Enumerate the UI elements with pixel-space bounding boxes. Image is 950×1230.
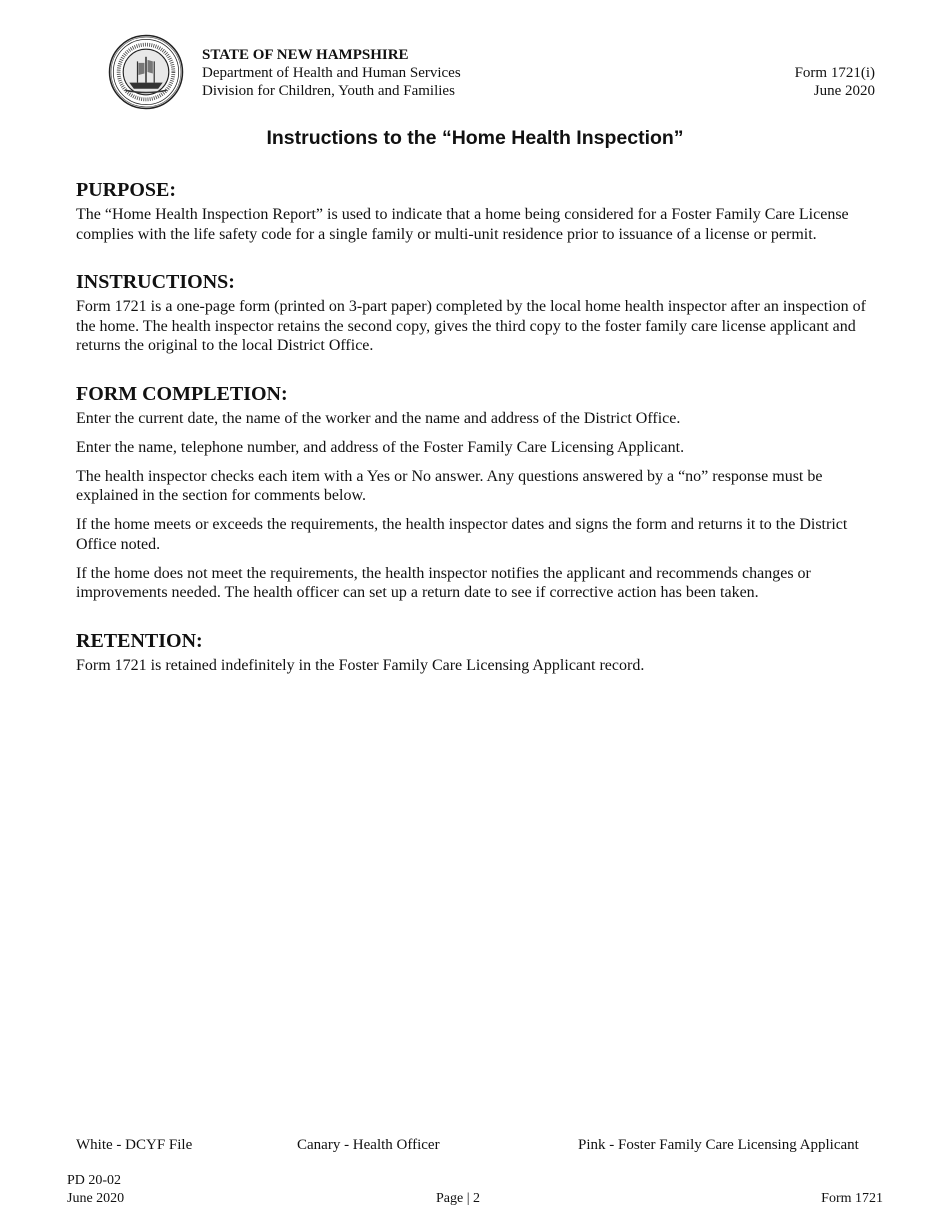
form-completion-section [76,382,876,603]
department-name: Department of Health and Human Services [202,65,461,81]
purpose-section [76,178,876,244]
document-body [76,178,876,675]
form-number: Form 1721(i) [794,65,875,81]
retention-section [76,629,876,676]
purpose-paragraph: The “Home Health Inspection Report” is used to indicate that a home being considered for a Foster Family Care License complies with the life safety code for a single family or multi-unit residence prior to issuance of a license or permit. [76,206,849,243]
form-date: June 2020 [813,83,875,99]
distribution-canary-copy: Canary - Health Officer [297,1137,440,1153]
form-completion-paragraph: The health inspector checks each item with a Yes or No answer. Any questions answered by a “no” response must be explained in the section for comments below. [76,467,823,504]
instructions-paragraph: Form 1721 is a one-page form (printed on 3-part paper) completed by the local home health inspector after an inspection of the home. The health inspector retains the second copy, gives the third copy to the foster family care license applicant and returns the original to the local District Office. [76,298,866,354]
retention-paragraph: Form 1721 is retained indefinitely in the Foster Family Care Licensing Applicant record. [76,656,645,674]
form-completion-paragraph: Enter the name, telephone number, and address of the Foster Family Care Licensing Applicant. [76,438,685,456]
form-identifier [795,64,875,100]
footer-form-number: Form 1721 [821,1191,883,1206]
document-title: Instructions to the “Home Health Inspection” [266,127,684,149]
distribution-white-copy: White - DCYF File [76,1137,193,1153]
footer-date: June 2020 [67,1191,125,1206]
form-completion-paragraph: If the home does not meet the requirements, the health inspector notifies the applicant and recommends changes or improvements needed. The health officer can set up a return date to see if corrective action has been taken. [76,564,811,601]
page-number: Page | 2 [435,1191,481,1206]
form-completion-paragraph: Enter the current date, the name of the worker and the name and address of the District Office. [76,409,681,427]
instructions-section [76,270,876,356]
agency-header [202,46,461,100]
retention-heading: RETENTION: [76,629,203,652]
footer-code: PD 20-02 [67,1173,122,1188]
purpose-heading: PURPOSE: [76,179,176,201]
division-name: Division for Children, Youth and Families [202,83,455,99]
state-name: STATE OF NEW HAMPSHIRE [202,47,409,63]
instructions-heading: INSTRUCTIONS: [76,271,235,293]
form-completion-paragraph: If the home meets or exceeds the requirements, the health inspector dates and signs the form and returns it to the District Office noted. [76,516,848,553]
state-seal-icon [108,34,184,110]
distribution-pink-copy: Pink - Foster Family Care Licensing Applicant [578,1137,859,1153]
form-completion-heading: FORM COMPLETION: [76,382,288,405]
